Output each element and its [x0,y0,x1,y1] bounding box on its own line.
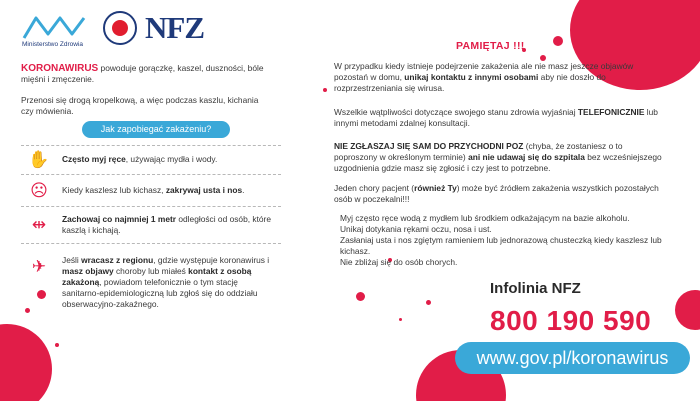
divider [21,145,281,146]
divider [21,174,281,175]
infoline-label: Infolinia NFZ [490,280,581,297]
nfz-logo: NFZ [145,10,204,45]
travel-info: Jeśli wracasz z regionu, gdzie występuje koronawirus i masz objawy choroby lub miałeś kontakt z osobą zakażoną, powiadom telefonicznie o tym stację sanitarno-epidemiologiczną lub zgłoś się do oddziału obserwacyjno-zakaźnego. [62,255,270,309]
sneeze-icon: ☹ [30,181,48,200]
intro-title: KORONAWIRUS [21,63,99,74]
tip-item: Unikaj dotykania rękami oczu, nosa i ust. [340,224,492,234]
website-link[interactable]: www.gov.pl/koronawirus [455,342,690,374]
waiting-room-text: Jeden chory pacjent (również Ty) może być źródłem zakażenia wszystkich pozostałych osób w poczekalni!!! [334,183,659,204]
tip-item: Nie zbliżaj się do osób chorych. [340,257,458,267]
ministry-name: Ministerstwo Zdrowia [22,41,84,48]
state-emblem-icon [103,11,137,45]
transmission-text: Przenosi się drogą kropelkową, a więc podczas kaszlu, kichania czy mówienia. [21,95,259,116]
divider [21,243,281,244]
distance-icon: ⇹ [31,215,47,234]
remember-heading: PAMIĘTAJ !!! [456,40,525,52]
tip-cover-mouth: Kiedy kaszlesz lub kichasz, zakrywaj usta i nos. [62,185,245,195]
tips-list [340,213,670,268]
infoline-phone[interactable]: 800 190 590 [490,305,652,336]
tip-keep-distance: Zachowaj co najmniej 1 metr odległości od osób, które kaszlą i kichają. [62,214,272,235]
divider [21,206,281,207]
phone-consult-text: Wszelkie wątpliwości dotyczące swojego stanu zdrowia wyjaśniaj TELEFONICZNIE lub innymi metodami zdalnej konsultacji. [334,107,658,128]
tip-item: Zasłaniaj usta i nos zgiętym ramieniem lub jednorazową chusteczką kiedy kaszlesz lub kichasz. [340,235,662,256]
ministry-logo [22,14,92,54]
intro-text: KORONAWIRUS powoduje gorączkę, kaszel, duszności, bóle mięśni i zmęczenie. [21,63,264,84]
hand-wash-icon: ✋ [28,150,50,169]
prevention-button[interactable]: Jak zapobiegać zakażeniu? [82,121,230,138]
stay-home-text: W przypadku kiedy istnieje podejrzenie zakażenia ale nie masz jeszcze objawów pozostań w domu, unikaj kontaktu z innymi osobami aby nie doszło do rozprzestrzeniania się wirusa. [334,61,634,93]
no-clinic-text: NIE ZGŁASZAJ SIĘ SAM DO PRZYCHODNI POZ (chyba, że zostaniesz o to poproszony w określonym terminie) ani nie udawaj się do szpitala bez wcześniejszego uzgodnienia gdzie masz się zgłosić i czy jest to potrzebne. [334,141,662,173]
airplane-icon: ✈ [31,257,47,276]
tip-hand-wash: Często myj ręce, używając mydła i wody. [62,154,218,164]
tip-item: Myj często ręce wodą z mydłem lub środkiem odkażającym na bazie alkoholu. [340,213,630,223]
